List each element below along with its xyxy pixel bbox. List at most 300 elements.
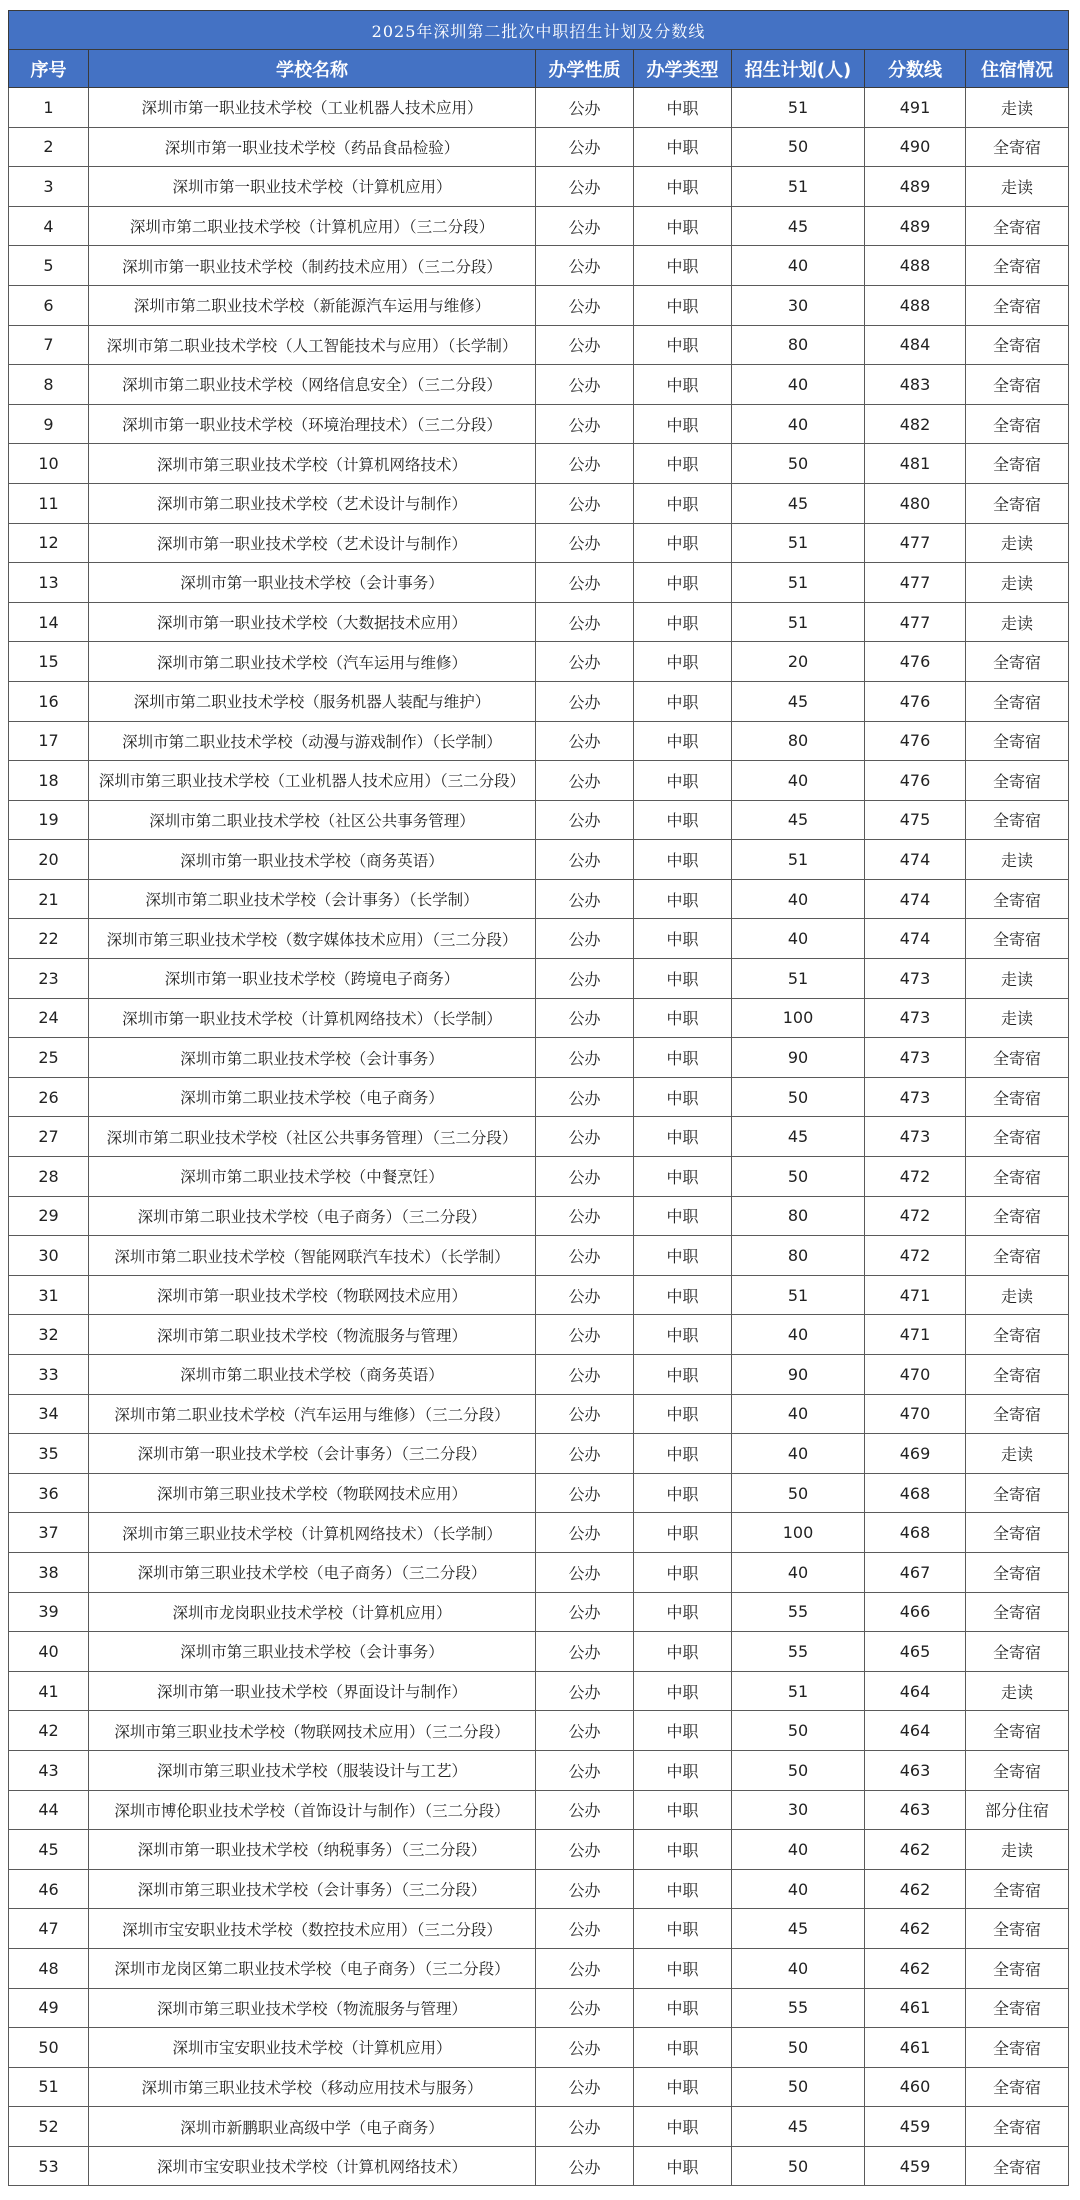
cell-school-name: 深圳市第二职业技术学校（艺术设计与制作） [89, 483, 536, 523]
cell-nature: 公办 [536, 285, 634, 325]
cell-dorm: 全寄宿 [966, 483, 1069, 523]
cell-nature: 公办 [536, 1394, 634, 1434]
cell-school-name: 深圳市第二职业技术学校（会计事务）（长学制） [89, 879, 536, 919]
table-header-row [9, 50, 1069, 88]
table-row [9, 1869, 1069, 1909]
cell-school-name: 深圳市第二职业技术学校（中餐烹饪） [89, 1157, 536, 1197]
cell-score: 480 [865, 483, 966, 523]
cell-score: 460 [865, 2067, 966, 2107]
cell-dorm: 全寄宿 [966, 285, 1069, 325]
cell-type: 中职 [634, 246, 732, 286]
cell-score: 484 [865, 325, 966, 365]
cell-nature: 公办 [536, 1988, 634, 2028]
cell-school-name: 深圳市第一职业技术学校（会计事务） [89, 563, 536, 603]
table-row [9, 1750, 1069, 1790]
cell-school-name: 深圳市第一职业技术学校（界面设计与制作） [89, 1671, 536, 1711]
cell-plan: 80 [732, 325, 865, 365]
cell-school-name: 深圳市第二职业技术学校（服务机器人装配与维护） [89, 681, 536, 721]
cell-plan: 40 [732, 919, 865, 959]
table-row [9, 1157, 1069, 1197]
cell-index: 9 [9, 404, 89, 444]
cell-nature: 公办 [536, 1077, 634, 1117]
cell-school-name: 深圳市第二职业技术学校（商务英语） [89, 1355, 536, 1395]
cell-score: 464 [865, 1711, 966, 1751]
header-dorm: 住宿情况 [966, 50, 1069, 88]
table-row [9, 563, 1069, 603]
cell-dorm: 全寄宿 [966, 1513, 1069, 1553]
cell-school-name: 深圳市第一职业技术学校（环境治理技术）（三二分段） [89, 404, 536, 444]
cell-nature: 公办 [536, 1157, 634, 1197]
cell-score: 462 [865, 1909, 966, 1949]
cell-index: 23 [9, 959, 89, 999]
cell-index: 15 [9, 642, 89, 682]
table-row [9, 1394, 1069, 1434]
cell-index: 4 [9, 206, 89, 246]
cell-school-name: 深圳市第三职业技术学校（服装设计与工艺） [89, 1750, 536, 1790]
cell-nature: 公办 [536, 2146, 634, 2186]
cell-school-name: 深圳市第三职业技术学校（电子商务）（三二分段） [89, 1552, 536, 1592]
table-row [9, 2067, 1069, 2107]
cell-plan: 45 [732, 681, 865, 721]
cell-score: 470 [865, 1355, 966, 1395]
cell-plan: 51 [732, 88, 865, 128]
cell-score: 477 [865, 523, 966, 563]
cell-school-name: 深圳市第二职业技术学校（动漫与游戏制作）（长学制） [89, 721, 536, 761]
cell-plan: 45 [732, 483, 865, 523]
cell-dorm: 走读 [966, 88, 1069, 128]
cell-plan: 40 [732, 1869, 865, 1909]
cell-type: 中职 [634, 1394, 732, 1434]
cell-dorm: 全寄宿 [966, 325, 1069, 365]
cell-nature: 公办 [536, 1355, 634, 1395]
cell-type: 中职 [634, 919, 732, 959]
table-row [9, 1275, 1069, 1315]
cell-index: 31 [9, 1275, 89, 1315]
cell-plan: 40 [732, 365, 865, 405]
cell-dorm: 全寄宿 [966, 1948, 1069, 1988]
cell-dorm: 走读 [966, 563, 1069, 603]
cell-score: 472 [865, 1236, 966, 1276]
cell-nature: 公办 [536, 1671, 634, 1711]
cell-score: 462 [865, 1869, 966, 1909]
cell-school-name: 深圳市第二职业技术学校（社区公共事务管理） [89, 800, 536, 840]
cell-plan: 51 [732, 167, 865, 207]
table-row [9, 404, 1069, 444]
cell-score: 483 [865, 365, 966, 405]
cell-dorm: 全寄宿 [966, 206, 1069, 246]
cell-dorm: 全寄宿 [966, 1117, 1069, 1157]
cell-plan: 50 [732, 127, 865, 167]
cell-type: 中职 [634, 2146, 732, 2186]
cell-type: 中职 [634, 1592, 732, 1632]
cell-type: 中职 [634, 1275, 732, 1315]
cell-index: 25 [9, 1038, 89, 1078]
table-row [9, 1552, 1069, 1592]
cell-plan: 50 [732, 2028, 865, 2068]
cell-school-name: 深圳市第一职业技术学校（药品食品检验） [89, 127, 536, 167]
admission-table [8, 10, 1069, 2186]
cell-score: 473 [865, 1038, 966, 1078]
cell-school-name: 深圳市第二职业技术学校（电子商务）（三二分段） [89, 1196, 536, 1236]
cell-index: 14 [9, 602, 89, 642]
cell-score: 463 [865, 1750, 966, 1790]
cell-school-name: 深圳市第三职业技术学校（会计事务） [89, 1632, 536, 1672]
cell-index: 11 [9, 483, 89, 523]
cell-plan: 80 [732, 1196, 865, 1236]
cell-index: 2 [9, 127, 89, 167]
cell-score: 470 [865, 1394, 966, 1434]
cell-type: 中职 [634, 998, 732, 1038]
header-type: 办学类型 [634, 50, 732, 88]
cell-school-name: 深圳市第一职业技术学校（商务英语） [89, 840, 536, 880]
cell-score: 473 [865, 959, 966, 999]
cell-index: 42 [9, 1711, 89, 1751]
cell-score: 474 [865, 840, 966, 880]
cell-dorm: 走读 [966, 1671, 1069, 1711]
cell-type: 中职 [634, 602, 732, 642]
table-title: 2025年深圳第二批次中职招生计划及分数线 [9, 11, 1069, 50]
cell-type: 中职 [634, 1434, 732, 1474]
cell-school-name: 深圳市第一职业技术学校（制药技术应用）（三二分段） [89, 246, 536, 286]
cell-school-name: 深圳市宝安职业技术学校（计算机网络技术） [89, 2146, 536, 2186]
cell-plan: 90 [732, 1355, 865, 1395]
table-row [9, 325, 1069, 365]
cell-plan: 50 [732, 444, 865, 484]
cell-score: 490 [865, 127, 966, 167]
cell-nature: 公办 [536, 681, 634, 721]
cell-score: 462 [865, 1830, 966, 1870]
cell-score: 473 [865, 998, 966, 1038]
cell-plan: 40 [732, 761, 865, 801]
cell-plan: 51 [732, 840, 865, 880]
cell-type: 中职 [634, 1077, 732, 1117]
cell-type: 中职 [634, 1750, 732, 1790]
cell-nature: 公办 [536, 2067, 634, 2107]
table-row [9, 483, 1069, 523]
cell-index: 1 [9, 88, 89, 128]
cell-index: 47 [9, 1909, 89, 1949]
cell-school-name: 深圳市第二职业技术学校（人工智能技术与应用）（长学制） [89, 325, 536, 365]
cell-index: 6 [9, 285, 89, 325]
cell-school-name: 深圳市第三职业技术学校（物流服务与管理） [89, 1988, 536, 2028]
table-row [9, 444, 1069, 484]
cell-nature: 公办 [536, 1473, 634, 1513]
cell-school-name: 深圳市第二职业技术学校（社区公共事务管理）（三二分段） [89, 1117, 536, 1157]
cell-type: 中职 [634, 1632, 732, 1672]
cell-type: 中职 [634, 523, 732, 563]
cell-dorm: 全寄宿 [966, 1869, 1069, 1909]
cell-index: 27 [9, 1117, 89, 1157]
cell-school-name: 深圳市第三职业技术学校（工业机器人技术应用）（三二分段） [89, 761, 536, 801]
cell-plan: 50 [732, 1077, 865, 1117]
cell-school-name: 深圳市宝安职业技术学校（计算机应用） [89, 2028, 536, 2068]
cell-type: 中职 [634, 1038, 732, 1078]
cell-index: 38 [9, 1552, 89, 1592]
table-row [9, 1355, 1069, 1395]
cell-index: 16 [9, 681, 89, 721]
cell-nature: 公办 [536, 444, 634, 484]
cell-plan: 30 [732, 1790, 865, 1830]
cell-nature: 公办 [536, 840, 634, 880]
cell-type: 中职 [634, 2028, 732, 2068]
cell-nature: 公办 [536, 761, 634, 801]
table-row [9, 1909, 1069, 1949]
cell-school-name: 深圳市第一职业技术学校（艺术设计与制作） [89, 523, 536, 563]
cell-dorm: 全寄宿 [966, 1394, 1069, 1434]
cell-dorm: 全寄宿 [966, 1157, 1069, 1197]
cell-nature: 公办 [536, 1315, 634, 1355]
cell-score: 472 [865, 1196, 966, 1236]
cell-plan: 50 [732, 1711, 865, 1751]
cell-nature: 公办 [536, 523, 634, 563]
cell-plan: 51 [732, 959, 865, 999]
header-plan: 招生计划(人) [732, 50, 865, 88]
cell-score: 474 [865, 879, 966, 919]
cell-plan: 40 [732, 1948, 865, 1988]
cell-index: 7 [9, 325, 89, 365]
table-row [9, 285, 1069, 325]
cell-plan: 80 [732, 721, 865, 761]
cell-index: 20 [9, 840, 89, 880]
cell-school-name: 深圳市第三职业技术学校（会计事务）（三二分段） [89, 1869, 536, 1909]
cell-nature: 公办 [536, 206, 634, 246]
cell-nature: 公办 [536, 1869, 634, 1909]
table-row [9, 1632, 1069, 1672]
cell-type: 中职 [634, 88, 732, 128]
cell-school-name: 深圳市第三职业技术学校（移动应用技术与服务） [89, 2067, 536, 2107]
cell-plan: 40 [732, 1552, 865, 1592]
cell-dorm: 走读 [966, 167, 1069, 207]
cell-nature: 公办 [536, 2107, 634, 2147]
cell-plan: 51 [732, 1671, 865, 1711]
cell-dorm: 走读 [966, 840, 1069, 880]
cell-index: 49 [9, 1988, 89, 2028]
cell-school-name: 深圳市第一职业技术学校（计算机应用） [89, 167, 536, 207]
cell-dorm: 全寄宿 [966, 2067, 1069, 2107]
cell-score: 489 [865, 206, 966, 246]
cell-plan: 40 [732, 879, 865, 919]
cell-plan: 40 [732, 1315, 865, 1355]
cell-plan: 50 [732, 1473, 865, 1513]
cell-nature: 公办 [536, 602, 634, 642]
cell-dorm: 全寄宿 [966, 1988, 1069, 2028]
cell-type: 中职 [634, 800, 732, 840]
cell-plan: 80 [732, 1236, 865, 1276]
cell-dorm: 全寄宿 [966, 1711, 1069, 1751]
cell-nature: 公办 [536, 2028, 634, 2068]
cell-score: 473 [865, 1077, 966, 1117]
table-row [9, 2146, 1069, 2186]
cell-dorm: 全寄宿 [966, 761, 1069, 801]
cell-index: 28 [9, 1157, 89, 1197]
cell-dorm: 全寄宿 [966, 1315, 1069, 1355]
cell-dorm: 走读 [966, 998, 1069, 1038]
cell-dorm: 全寄宿 [966, 246, 1069, 286]
cell-score: 488 [865, 285, 966, 325]
header-school-name: 学校名称 [89, 50, 536, 88]
cell-index: 36 [9, 1473, 89, 1513]
cell-index: 18 [9, 761, 89, 801]
cell-score: 462 [865, 1948, 966, 1988]
table-row [9, 761, 1069, 801]
cell-score: 471 [865, 1315, 966, 1355]
cell-school-name: 深圳市第三职业技术学校（计算机网络技术） [89, 444, 536, 484]
cell-plan: 100 [732, 998, 865, 1038]
cell-plan: 50 [732, 1750, 865, 1790]
cell-plan: 45 [732, 1909, 865, 1949]
cell-dorm: 全寄宿 [966, 2028, 1069, 2068]
cell-school-name: 深圳市第三职业技术学校（计算机网络技术）（长学制） [89, 1513, 536, 1553]
cell-type: 中职 [634, 1671, 732, 1711]
table-row [9, 1671, 1069, 1711]
cell-nature: 公办 [536, 1830, 634, 1870]
cell-index: 48 [9, 1948, 89, 1988]
cell-nature: 公办 [536, 1750, 634, 1790]
cell-dorm: 全寄宿 [966, 1632, 1069, 1672]
cell-nature: 公办 [536, 1513, 634, 1553]
cell-score: 468 [865, 1473, 966, 1513]
cell-plan: 40 [732, 246, 865, 286]
cell-index: 17 [9, 721, 89, 761]
cell-type: 中职 [634, 1909, 732, 1949]
cell-plan: 51 [732, 602, 865, 642]
table-row [9, 800, 1069, 840]
cell-type: 中职 [634, 721, 732, 761]
cell-nature: 公办 [536, 1592, 634, 1632]
cell-plan: 50 [732, 2067, 865, 2107]
cell-school-name: 深圳市第二职业技术学校（电子商务） [89, 1077, 536, 1117]
cell-index: 46 [9, 1869, 89, 1909]
table-row [9, 998, 1069, 1038]
cell-type: 中职 [634, 325, 732, 365]
cell-dorm: 走读 [966, 1275, 1069, 1315]
cell-school-name: 深圳市第二职业技术学校（计算机应用）（三二分段） [89, 206, 536, 246]
cell-nature: 公办 [536, 563, 634, 603]
cell-index: 10 [9, 444, 89, 484]
cell-index: 34 [9, 1394, 89, 1434]
table-title-row [9, 11, 1069, 50]
cell-score: 476 [865, 642, 966, 682]
cell-school-name: 深圳市宝安职业技术学校（数控技术应用）（三二分段） [89, 1909, 536, 1949]
cell-index: 30 [9, 1236, 89, 1276]
cell-type: 中职 [634, 1552, 732, 1592]
cell-type: 中职 [634, 127, 732, 167]
cell-type: 中职 [634, 1236, 732, 1276]
cell-school-name: 深圳市第二职业技术学校（智能网联汽车技术）（长学制） [89, 1236, 536, 1276]
cell-type: 中职 [634, 444, 732, 484]
cell-type: 中职 [634, 2067, 732, 2107]
cell-type: 中职 [634, 2107, 732, 2147]
cell-dorm: 全寄宿 [966, 879, 1069, 919]
cell-index: 39 [9, 1592, 89, 1632]
cell-index: 37 [9, 1513, 89, 1553]
table-row [9, 88, 1069, 128]
cell-nature: 公办 [536, 959, 634, 999]
cell-school-name: 深圳市第三职业技术学校（数字媒体技术应用）（三二分段） [89, 919, 536, 959]
cell-type: 中职 [634, 1196, 732, 1236]
cell-plan: 40 [732, 1830, 865, 1870]
cell-type: 中职 [634, 285, 732, 325]
cell-type: 中职 [634, 206, 732, 246]
cell-plan: 40 [732, 1434, 865, 1474]
cell-index: 8 [9, 365, 89, 405]
cell-dorm: 全寄宿 [966, 800, 1069, 840]
table-row [9, 1711, 1069, 1751]
cell-nature: 公办 [536, 1552, 634, 1592]
cell-type: 中职 [634, 1830, 732, 1870]
cell-nature: 公办 [536, 1632, 634, 1672]
cell-dorm: 全寄宿 [966, 919, 1069, 959]
table-row [9, 1473, 1069, 1513]
cell-school-name: 深圳市第三职业技术学校（物联网技术应用）（三二分段） [89, 1711, 536, 1751]
cell-plan: 51 [732, 563, 865, 603]
cell-type: 中职 [634, 1355, 732, 1395]
cell-score: 489 [865, 167, 966, 207]
cell-type: 中职 [634, 483, 732, 523]
cell-score: 482 [865, 404, 966, 444]
cell-index: 50 [9, 2028, 89, 2068]
cell-plan: 45 [732, 206, 865, 246]
cell-nature: 公办 [536, 167, 634, 207]
cell-score: 474 [865, 919, 966, 959]
cell-index: 19 [9, 800, 89, 840]
cell-school-name: 深圳市博伦职业技术学校（首饰设计与制作）（三二分段） [89, 1790, 536, 1830]
cell-index: 45 [9, 1830, 89, 1870]
cell-plan: 40 [732, 404, 865, 444]
cell-type: 中职 [634, 1869, 732, 1909]
cell-type: 中职 [634, 1473, 732, 1513]
cell-score: 491 [865, 88, 966, 128]
cell-type: 中职 [634, 1711, 732, 1751]
cell-index: 3 [9, 167, 89, 207]
table-row [9, 959, 1069, 999]
cell-score: 476 [865, 721, 966, 761]
cell-dorm: 全寄宿 [966, 444, 1069, 484]
cell-score: 471 [865, 1275, 966, 1315]
table-body [9, 88, 1069, 2186]
cell-type: 中职 [634, 1948, 732, 1988]
table-row [9, 1790, 1069, 1830]
cell-type: 中职 [634, 879, 732, 919]
header-nature: 办学性质 [536, 50, 634, 88]
cell-score: 464 [865, 1671, 966, 1711]
cell-nature: 公办 [536, 404, 634, 444]
cell-nature: 公办 [536, 642, 634, 682]
header-score: 分数线 [865, 50, 966, 88]
cell-index: 44 [9, 1790, 89, 1830]
cell-school-name: 深圳市第一职业技术学校（物联网技术应用） [89, 1275, 536, 1315]
cell-dorm: 全寄宿 [966, 1236, 1069, 1276]
cell-dorm: 部分住宿 [966, 1790, 1069, 1830]
cell-dorm: 全寄宿 [966, 1355, 1069, 1395]
admission-table-container [8, 10, 1068, 2186]
cell-dorm: 全寄宿 [966, 2146, 1069, 2186]
cell-type: 中职 [634, 1513, 732, 1553]
cell-plan: 55 [732, 1988, 865, 2028]
table-row [9, 167, 1069, 207]
cell-dorm: 全寄宿 [966, 681, 1069, 721]
cell-dorm: 全寄宿 [966, 365, 1069, 405]
cell-index: 51 [9, 2067, 89, 2107]
cell-index: 24 [9, 998, 89, 1038]
cell-score: 477 [865, 563, 966, 603]
cell-index: 22 [9, 919, 89, 959]
table-row [9, 365, 1069, 405]
cell-index: 33 [9, 1355, 89, 1395]
table-row [9, 919, 1069, 959]
table-row [9, 523, 1069, 563]
cell-nature: 公办 [536, 365, 634, 405]
